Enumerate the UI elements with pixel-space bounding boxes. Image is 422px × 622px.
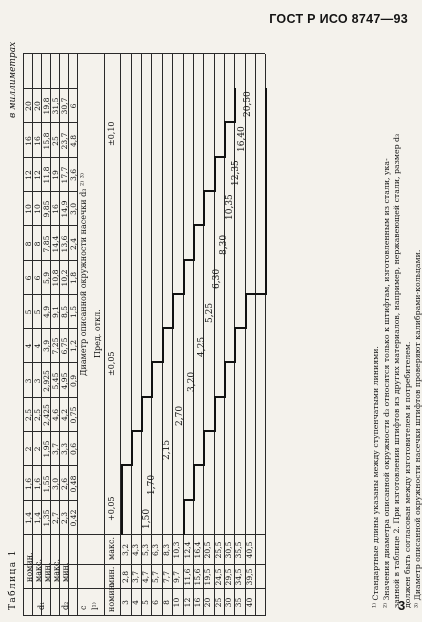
c-cell: 1,8 — [69, 271, 78, 285]
table-title: Таблица 1 — [8, 549, 18, 610]
standard-length-boundary — [193, 464, 205, 466]
row-rule — [203, 54, 204, 616]
d1-min-cell: 1,95 — [42, 440, 51, 458]
row-rule — [172, 54, 173, 616]
d3-value: 6,30 — [212, 268, 222, 289]
c-cell: 0,6 — [69, 442, 78, 456]
d2-min-cell: 17,7 — [60, 166, 69, 184]
units-caption: в миллиметрах — [8, 41, 18, 118]
l-min-cell: 39,5 — [245, 568, 254, 586]
l-min-cell: 29,5 — [224, 568, 233, 586]
standard-length-boundary — [121, 499, 123, 501]
d2-min-cell: 8,5 — [60, 305, 69, 319]
l-nom-label: номин. — [107, 582, 116, 612]
d3-value: 8,30 — [219, 234, 229, 255]
tol-b: ±0,05 — [107, 351, 116, 376]
d1-nom-cell: 6 — [24, 275, 33, 281]
length-label: l¹⁾ — [91, 602, 100, 610]
d1-label: d₁ — [37, 601, 46, 610]
d2-label: d₂ — [61, 601, 70, 610]
standard-length-boundary — [183, 260, 185, 295]
d1-max-cell: 20 — [33, 101, 42, 111]
l-min-cell: 15,6 — [193, 568, 202, 586]
d2-max-cell: 5,45 — [51, 372, 60, 390]
l-max-cell: 16,4 — [193, 541, 202, 559]
standard-length-boundary — [214, 156, 226, 158]
c-cell: 0,9 — [69, 374, 78, 388]
d2-min-cell: 6,75 — [60, 337, 69, 355]
standard-length-boundary — [234, 88, 236, 123]
d3-value: 4,25 — [197, 336, 207, 357]
d2-min-cell: 23,7 — [60, 132, 69, 150]
d1-nom-cell: 20 — [24, 101, 33, 111]
l-max-cell: 25,5 — [214, 541, 223, 559]
row-rule — [255, 54, 256, 616]
d1-min-cell: 9,85 — [42, 200, 51, 218]
d1-max-cell: 12 — [33, 170, 42, 180]
l-min-cell: 34,5 — [234, 568, 243, 586]
d1-min-cell: 19,8 — [42, 97, 51, 115]
d3-value: 1,50 — [142, 508, 152, 529]
row-rule — [151, 54, 152, 616]
d3-value: 2,15 — [162, 439, 172, 460]
l-nom-cell: 35 — [234, 597, 243, 608]
standard-length-boundary — [183, 259, 195, 261]
row-rule — [193, 54, 194, 616]
standard-length-boundary — [224, 123, 226, 158]
l-max-label: макс. — [107, 536, 116, 560]
standard-length-boundary — [162, 328, 164, 363]
footnote-2-end: должен быть согласован между изготовителем и потребителем. — [402, 341, 412, 608]
c-label: c — [79, 605, 88, 610]
l-min-cell: 7,7 — [162, 570, 171, 584]
c-cell: 1,2 — [69, 339, 78, 353]
d1-min-cell: 1,35 — [42, 509, 51, 527]
l-nom-cell: 25 — [214, 597, 223, 608]
standard-length-boundary — [193, 224, 205, 226]
c-cell: 4,8 — [69, 134, 78, 148]
d1-min-cell: 1,55 — [42, 475, 51, 493]
col-rule — [23, 53, 265, 54]
l-min-cell: 9,7 — [172, 570, 181, 584]
d2-min-cell: 30,7 — [60, 97, 69, 115]
d3-value: 12,35 — [231, 160, 241, 186]
standard-length-boundary — [265, 123, 267, 158]
l-nom-cell: 30 — [224, 597, 233, 608]
d1-max-cell: 10 — [33, 204, 42, 214]
d1-nom-cell: 1,6 — [24, 477, 33, 491]
standard-length-boundary — [121, 466, 123, 501]
standard-length-boundary — [234, 327, 247, 329]
standard-length-boundary — [183, 499, 195, 501]
d1-max-cell: 8 — [33, 241, 42, 247]
l-min-cell: 4,7 — [141, 570, 150, 584]
l-min-cell: 3,7 — [131, 570, 140, 584]
d1-nom-cell: 12 — [24, 170, 33, 180]
standard-length-boundary — [245, 294, 247, 329]
standard-length-boundary — [193, 466, 195, 501]
tol-a: +0,05 — [107, 496, 116, 521]
d3-value: 5,25 — [205, 302, 215, 323]
d1-nom-cell: 10 — [24, 204, 33, 214]
standard-length-boundary — [265, 121, 267, 123]
d2-min-label: мин. — [61, 562, 70, 582]
d1-nom-cell: 5 — [24, 309, 33, 315]
standard-length-boundary — [193, 226, 195, 261]
d3-value: 20,50 — [243, 91, 253, 117]
standard-length-boundary — [172, 294, 174, 329]
standard-length-boundary — [183, 500, 185, 535]
footnotes — [371, 38, 422, 608]
tolerance-caption: Пред. откл. — [93, 309, 102, 358]
l-max-cell: 4,3 — [131, 543, 140, 557]
l-min-cell: 5,7 — [151, 570, 160, 584]
standard-length-boundary — [131, 430, 143, 432]
row-rule — [141, 54, 142, 616]
l-max-cell: 5,3 — [141, 543, 150, 557]
l-nom-cell: 6 — [151, 600, 160, 605]
l-min-cell: 11,6 — [183, 568, 192, 586]
l-max-cell: 12,4 — [183, 541, 192, 559]
dimensions-table — [7, 36, 404, 616]
l-nom-cell: 3 — [121, 600, 130, 605]
standard-length-boundary — [151, 361, 164, 363]
d1-nom-label: номин. — [25, 552, 34, 582]
d1-min-cell: 11,8 — [42, 166, 51, 184]
footnote-2: ²⁾ Значения диаметра описанной окружности d₃ относятся только к штифтам, изготовленным из стали, ука- — [381, 158, 391, 608]
d1-min-cell: 15,8 — [42, 132, 51, 150]
c-cell: 6 — [69, 103, 78, 109]
d3-value: 1,70 — [147, 474, 157, 495]
d1-nom-cell: 1,4 — [24, 511, 33, 525]
row-rule — [214, 54, 215, 616]
d2-max-cell: 31,5 — [51, 97, 60, 115]
standard-length-boundary — [224, 361, 236, 363]
d1-max-cell: 2 — [33, 446, 42, 452]
d1-min-cell: 2,925 — [42, 370, 51, 392]
d2-min-cell: 13,6 — [60, 235, 69, 253]
l-max-cell: 8,3 — [162, 543, 171, 557]
d1-min-cell: 3,9 — [42, 339, 51, 353]
d1-max-cell: 1,6 — [33, 477, 42, 491]
d1-nom-cell: 2 — [24, 446, 33, 452]
footnote-3: ³⁾ Диаметр описанной окружности насечки штифтов проверяют калибрами-кольцами. — [413, 249, 422, 608]
standard-length-boundary — [224, 363, 226, 398]
c-cell: 3,0 — [69, 202, 78, 216]
l-min-label: мин. — [107, 566, 116, 586]
l-max-cell: 30,5 — [224, 541, 233, 559]
l-max-cell: 6,3 — [151, 543, 160, 557]
tol-c: ±0,10 — [107, 121, 116, 146]
standard-length-boundary — [214, 157, 216, 192]
standard-length-boundary — [265, 224, 267, 226]
c-cell: 2,4 — [69, 237, 78, 251]
standard-length-boundary — [265, 88, 267, 123]
standard-length-boundary — [141, 397, 143, 432]
d2-max-cell: 14,4 — [51, 235, 60, 253]
d3-value: 16,40 — [237, 126, 247, 152]
l-max-cell: 35,5 — [234, 541, 243, 559]
d3-value: 2,70 — [175, 405, 185, 426]
d2-max-cell: 19 — [51, 170, 60, 180]
footnote-2-cont: занной в таблице 2. При изготовлении штифтов из других материалов, например, нержавеющей стали, размер d₃ — [392, 133, 402, 608]
c-cell: 1,5 — [69, 305, 78, 319]
standard-length-boundary — [121, 464, 133, 466]
d2-min-cell: 2,3 — [60, 511, 69, 525]
d2-min-cell: 14,9 — [60, 200, 69, 218]
standard-length-boundary — [203, 191, 205, 226]
standard-length-boundary — [141, 396, 153, 398]
l-max-cell: 20,5 — [203, 541, 212, 559]
d2-max-label: макс. — [52, 558, 61, 582]
d2-max-cell: 3,7 — [51, 442, 60, 456]
standard-length-boundary — [214, 397, 216, 432]
standard-length-boundary — [265, 190, 267, 192]
l-nom-cell: 10 — [172, 597, 181, 608]
c-cell: 0,48 — [69, 475, 78, 493]
c-cell: 0,75 — [69, 406, 78, 424]
d1-min-cell: 4,9 — [42, 305, 51, 319]
d2-max-cell: 4,6 — [51, 408, 60, 422]
d1-max-cell: 6 — [33, 275, 42, 281]
standard-length-boundary — [234, 328, 236, 363]
standard-length-boundary — [245, 293, 267, 295]
l-max-cell: 10,3 — [172, 541, 181, 559]
d2-min-cell: 10,2 — [60, 269, 69, 287]
standard-designation: ГОСТ Р ИСО 8747—93 — [269, 12, 408, 26]
d3-value: 10,35 — [225, 194, 235, 220]
d1-nom-cell: 4 — [24, 343, 33, 349]
d2-min-cell: 2,6 — [60, 477, 69, 491]
d2-min-cell: 3,3 — [60, 442, 69, 456]
d1-max-cell: 3 — [33, 378, 42, 384]
l-min-cell: 19,5 — [203, 568, 212, 586]
standard-length-boundary — [203, 190, 216, 192]
d1-nom-cell: 8 — [24, 241, 33, 247]
d2-max-cell: 7,25 — [51, 337, 60, 355]
l-nom-cell: 5 — [141, 600, 150, 605]
l-nom-cell: 8 — [162, 600, 171, 605]
l-nom-cell: 16 — [193, 597, 202, 608]
row-rule — [104, 54, 105, 616]
standard-length-boundary — [203, 431, 205, 466]
standard-length-boundary — [265, 191, 267, 226]
c-cell: 0,42 — [69, 509, 78, 527]
d1-min-label: мин. — [43, 562, 52, 582]
d1-min-cell: 2,425 — [42, 404, 51, 426]
standard-length-boundary — [265, 260, 267, 295]
d1-max-cell: 4 — [33, 343, 42, 349]
d2-max-cell: 3,0 — [51, 477, 60, 491]
d1-max-cell: 5 — [33, 309, 42, 315]
d1-nom-cell: 2,5 — [24, 408, 33, 422]
rotated-table-page — [7, 36, 422, 616]
l-nom-cell: 12 — [183, 597, 192, 608]
standard-length-boundary — [265, 259, 267, 261]
d3-caption: Диаметр описанной окружности насечки d₃ ²⁾ ³⁾ — [79, 173, 88, 376]
standard-length-boundary — [151, 363, 153, 398]
standard-length-boundary — [265, 157, 267, 192]
l-nom-cell: 4 — [131, 600, 140, 605]
standard-length-boundary — [172, 293, 185, 295]
footnote-1: ¹⁾ Стандартные длины указаны между ступенчатыми линиями. — [371, 346, 380, 608]
standard-length-boundary — [214, 396, 226, 398]
d2-max-cell: 16 — [51, 204, 60, 214]
d1-min-cell: 7,85 — [42, 235, 51, 253]
l-nom-cell: 40 — [245, 597, 254, 608]
standard-length-boundary — [224, 121, 236, 123]
l-max-cell: 40,5 — [245, 541, 254, 559]
d1-max-cell: 2,5 — [33, 408, 42, 422]
d1-nom-cell: 16 — [24, 136, 33, 146]
row-rule — [131, 54, 132, 616]
standard-length-boundary — [265, 156, 267, 158]
standard-length-boundary — [131, 431, 133, 466]
l-max-cell: 3,2 — [121, 543, 130, 557]
d1-max-label: макс. — [34, 558, 43, 582]
standard-length-boundary — [162, 327, 174, 329]
l-nom-cell: 20 — [203, 597, 212, 608]
d3-value: 3,20 — [187, 371, 197, 392]
d2-min-cell: 4,2 — [60, 408, 69, 422]
d2-max-cell: 25 — [51, 136, 60, 146]
standard-length-boundary — [265, 226, 267, 261]
page-number: 3 — [398, 598, 406, 613]
d1-min-cell: 5,9 — [42, 271, 51, 285]
l-min-cell: 2,8 — [121, 570, 130, 584]
standard-length-boundary — [203, 430, 216, 432]
l-min-cell: 24,5 — [214, 568, 223, 586]
d2-min-cell: 4,95 — [60, 372, 69, 390]
d1-max-cell: 16 — [33, 136, 42, 146]
d2-max-cell: 9,1 — [51, 305, 60, 319]
c-cell: 3,6 — [69, 168, 78, 182]
d2-max-cell: 10,8 — [51, 269, 60, 287]
d2-max-cell: 2,7 — [51, 511, 60, 525]
d1-nom-cell: 3 — [24, 378, 33, 384]
d1-max-cell: 1,4 — [33, 511, 42, 525]
standard-length-boundary — [121, 500, 123, 535]
